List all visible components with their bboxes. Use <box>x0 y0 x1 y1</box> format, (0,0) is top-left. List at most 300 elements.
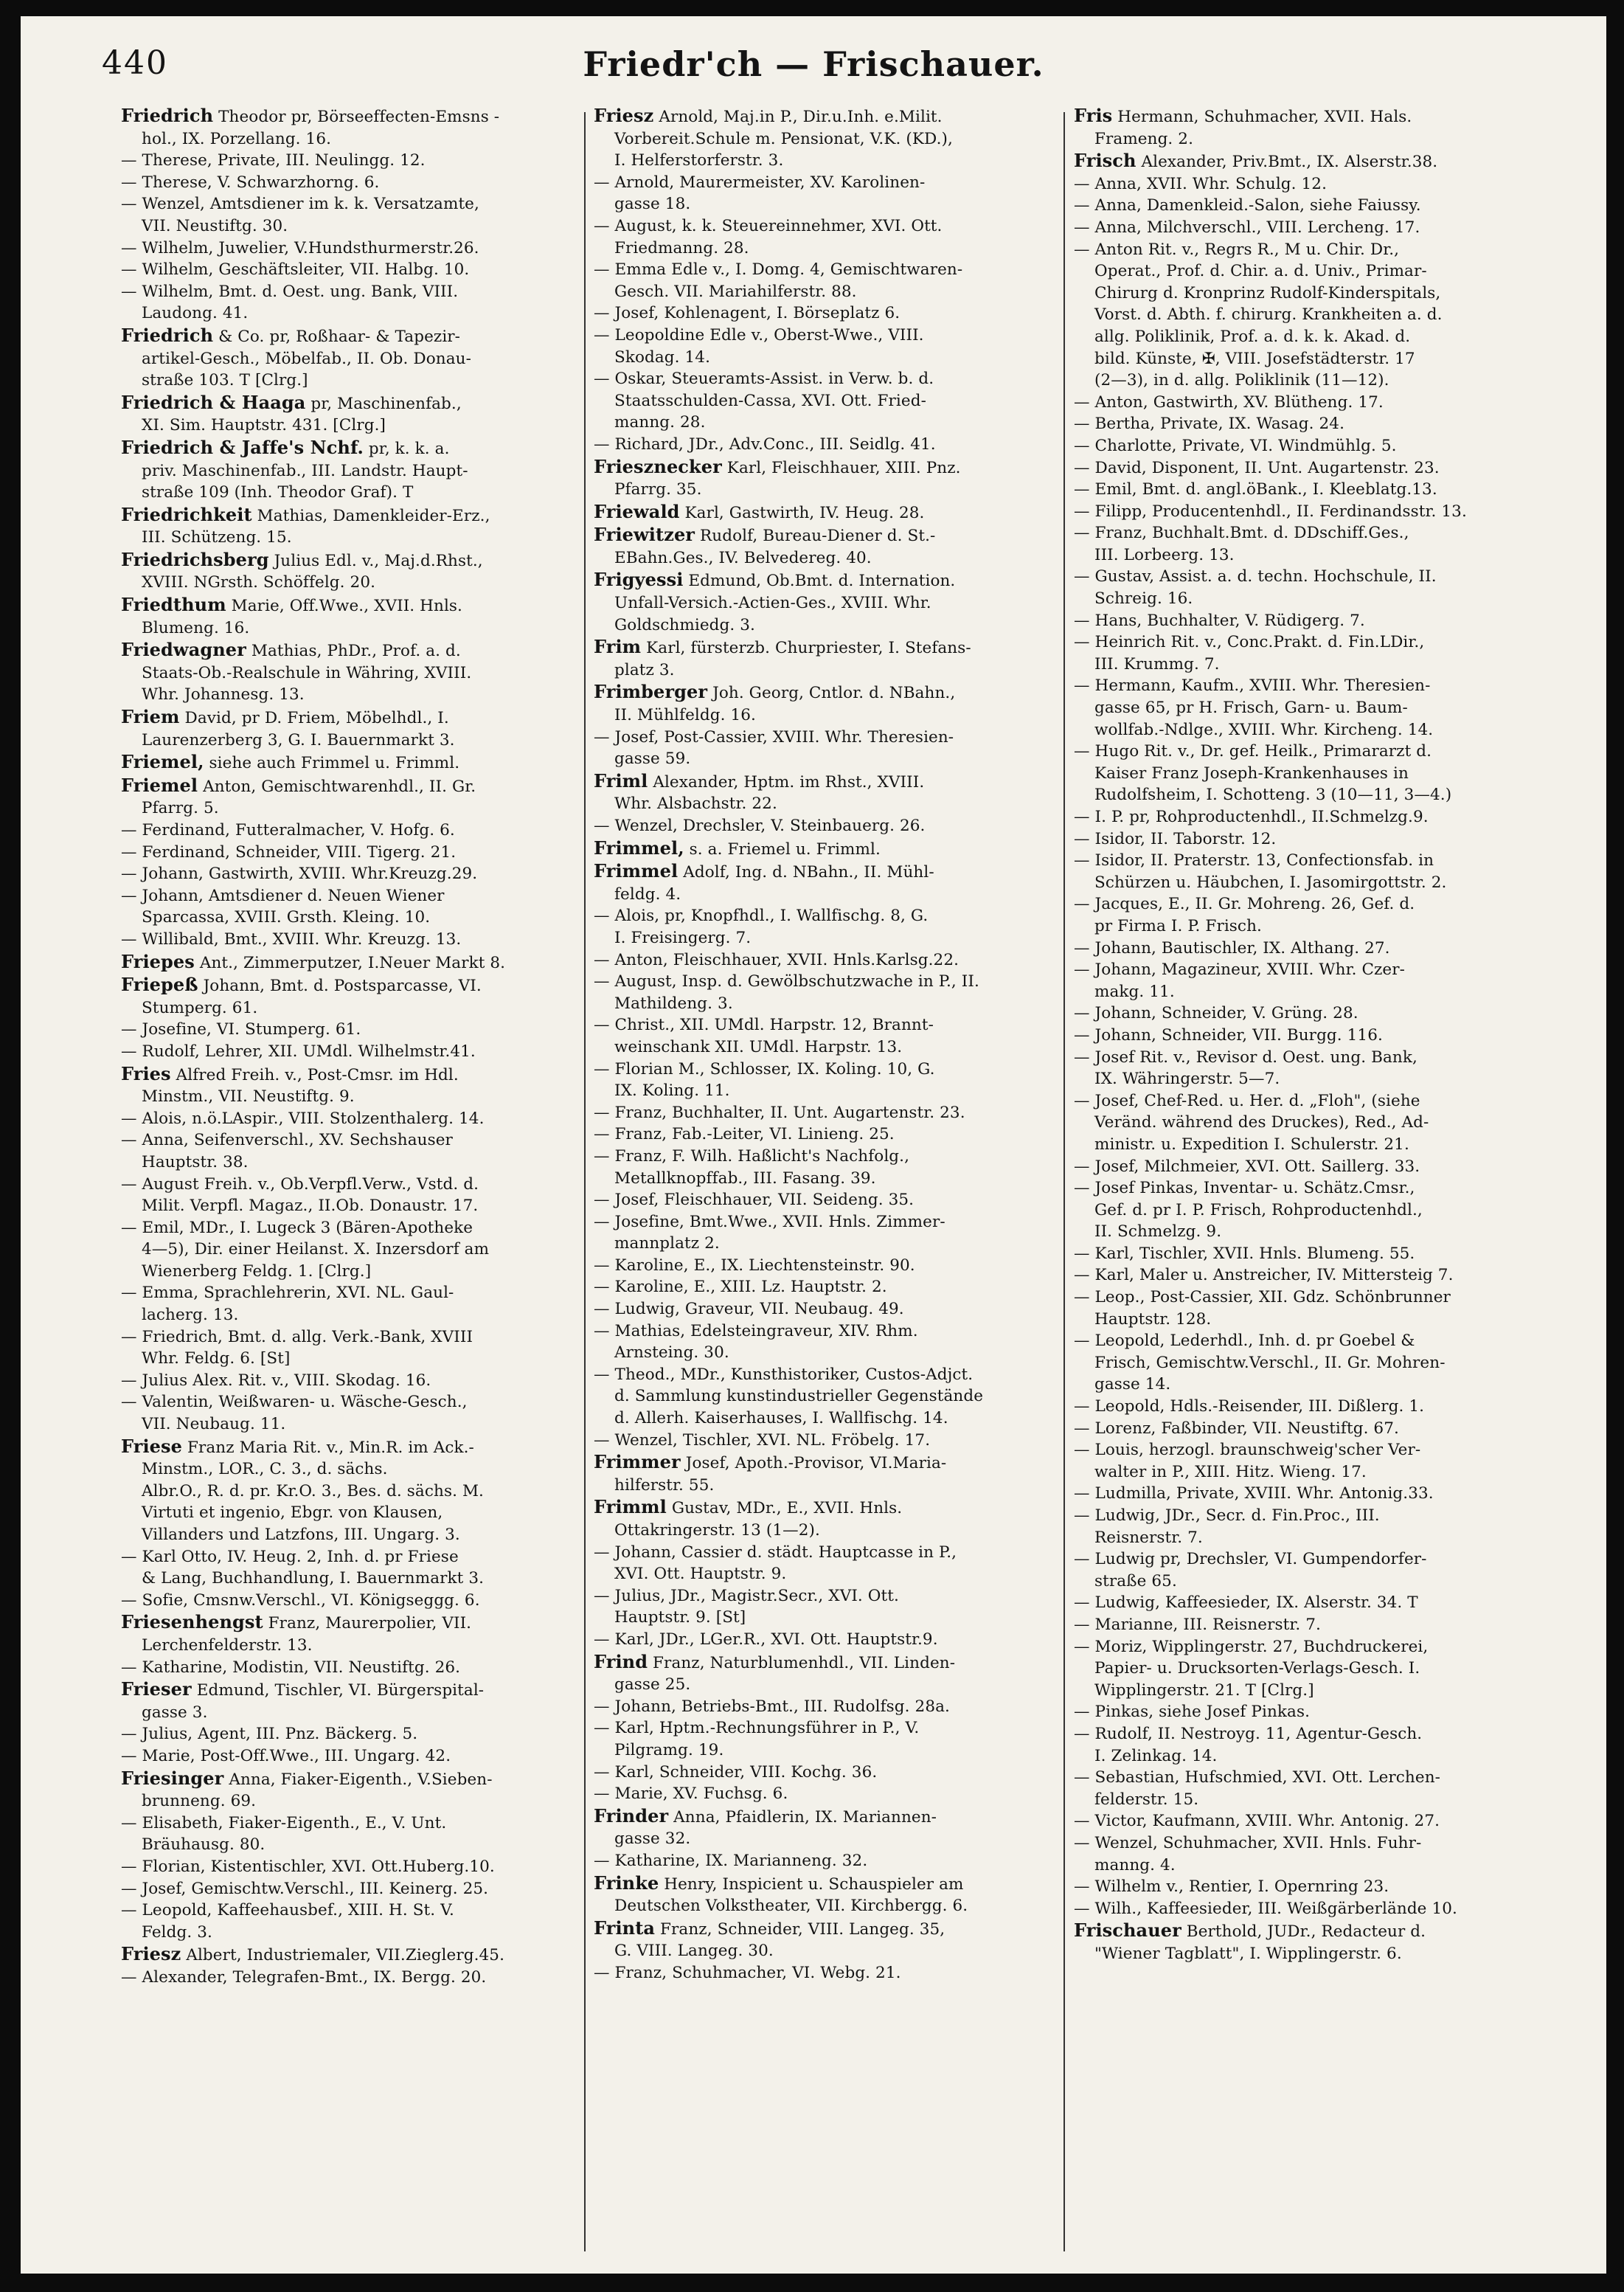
entry-text: Deutschen Volkstheater, VII. Kirchbergg. 6. <box>614 1897 968 1916</box>
entry-line <box>1074 1439 1538 1461</box>
entry-line <box>1074 566 1538 588</box>
entry-text: Franz, Maurerpolier, VII. <box>263 1614 472 1633</box>
entry-text: — Heinrich Rit. v., Conc.Prakt. d. Fin.LDir., <box>1074 633 1425 652</box>
entry-text: — Arnold, Maurermeister, XV. Karolinen- <box>594 173 926 192</box>
entry-line <box>594 1629 1055 1651</box>
entry-continuation-line <box>121 527 575 549</box>
entry-text: — Isidor, II. Praterstr. 13, Confectionsfab. in <box>1074 851 1434 870</box>
entry-text: — Rudolf, Lehrer, XII. UMdl. Wilhelmstr.41. <box>121 1042 476 1061</box>
entry-text: — Florian M., Schlosser, IX. Koling. 10, G. <box>594 1059 935 1079</box>
entry-line <box>1074 959 1538 981</box>
entry-continuation-line <box>121 1790 575 1813</box>
entry-text: — Leopoldine Edle v., Oberst-Wwe., VIII. <box>594 325 924 345</box>
entry-text: — Ferdinand, Futteralmacher, V. Hofg. 6. <box>121 821 455 839</box>
entry-text: — Johann, Amtsdiener d. Neuen Wiener <box>121 886 445 905</box>
entry-line <box>121 1019 575 1041</box>
entry-text: — Ludmilla, Private, XVIII. Whr. Antonig.33. <box>1074 1484 1434 1503</box>
entry-text: Laurenzerberg 3, G. I. Bauernmarkt 3. <box>142 730 455 749</box>
entry-line <box>1074 1177 1538 1199</box>
entry-text: Ottakringerstr. 13 (1—2). <box>614 1521 820 1540</box>
entry-text: — Ludwig pr, Drechsler, VI. Gumpendorfer- <box>1074 1550 1427 1569</box>
entry-text: — Emma, Sprachlehrerin, XVI. NL. Gaul- <box>121 1284 454 1303</box>
entry-text: — Anton, Gastwirth, XV. Blütheng. 17. <box>1074 392 1384 412</box>
surname-headword: Fris <box>1074 105 1113 126</box>
entry-text: Blumeng. 16. <box>142 618 250 637</box>
entry-continuation-line <box>1074 283 1538 305</box>
entry-line <box>594 1783 1055 1805</box>
entry-continuation-line <box>594 1233 1055 1255</box>
entry-continuation-line <box>594 1520 1055 1542</box>
entry-text: — Charlotte, Private, VI. Windmühlg. 5. <box>1074 436 1397 455</box>
entry-text: felderstr. 15. <box>1094 1790 1199 1809</box>
entry-text: — Josef, Chef-Red. u. Her. d. „Floh", (siehe <box>1074 1091 1420 1110</box>
entry-line <box>121 1370 575 1392</box>
entry-line <box>1074 1548 1538 1571</box>
entry-text: — Karoline, E., XIII. Lz. Hauptstr. 2. <box>594 1278 887 1297</box>
entry-text: — Wenzel, Amtsdiener im k. k. Versatzamte, <box>121 195 479 214</box>
entry-line <box>121 1657 575 1679</box>
entry-continuation-line <box>121 1481 575 1503</box>
entry-text: gasse 59. <box>614 749 691 769</box>
surname-headword: Frinke <box>594 1872 659 1894</box>
entry-text: Reisnerstr. 7. <box>1094 1528 1203 1547</box>
entry-text: Mathias, Damenkleider-Erz., <box>251 506 490 525</box>
entry-continuation-line <box>1074 1221 1538 1243</box>
entry-text: — Wenzel, Schuhmacher, XVII. Hnls. Fuhr- <box>1074 1833 1422 1852</box>
entry-line <box>1074 413 1538 435</box>
entry-continuation-line <box>121 1635 575 1657</box>
entry-line <box>121 1546 575 1568</box>
entry-heading-line <box>594 524 1055 547</box>
entry-continuation-line <box>594 390 1055 412</box>
entry-continuation-line <box>1074 370 1538 392</box>
entry-continuation-line <box>594 1739 1055 1762</box>
entry-text: platz 3. <box>614 660 675 679</box>
entry-line <box>594 949 1055 972</box>
entry-text: — Wilhelm, Juwelier, V.Hundsthurmerstr.26. <box>121 238 479 257</box>
entry-text: Vorbereit.Schule m. Pensionat, V.K. (KD.), <box>614 129 953 148</box>
entry-continuation-line <box>1074 304 1538 326</box>
entry-line <box>594 1962 1055 1984</box>
entry-line <box>121 1590 575 1612</box>
entry-text: — Leopold, Kaffeehausbef., XIII. H. St. V. <box>121 1901 454 1920</box>
surname-headword: Frinta <box>594 1917 656 1939</box>
entry-text: Franz, Schneider, VIII. Langeg. 35, <box>655 1919 945 1939</box>
entry-line <box>594 434 1055 456</box>
entry-line <box>121 929 575 951</box>
entry-text: Kaiser Franz Joseph-Krankenhauses in <box>1094 764 1409 783</box>
entry-text: Albr.O., R. d. pr. Kr.O. 3., Bes. d. sächs. M. <box>142 1481 484 1500</box>
surname-headword: Frimmel, <box>594 837 684 859</box>
entry-text: — Johann, Schneider, VII. Burgg. 116. <box>1074 1025 1383 1045</box>
entry-line <box>1074 1047 1538 1069</box>
entry-text: Vorst. d. Abth. f. chirurg. Krankheiten a. d. <box>1094 305 1443 325</box>
entry-text: — Johann, Magazineur, XVIII. Whr. Czer- <box>1074 960 1405 980</box>
surname-headword: Friml <box>594 769 648 792</box>
entry-continuation-line <box>121 460 575 482</box>
surname-headword: Frischauer <box>1074 1919 1181 1942</box>
entry-text: Frisch, Gemischtw.Verschl., II. Gr. Mohren- <box>1094 1353 1446 1372</box>
entry-continuation-line <box>1074 719 1538 741</box>
entry-text: II. Schmelzg. 9. <box>1094 1222 1222 1242</box>
entry-text: lacherg. 13. <box>142 1306 239 1325</box>
entry-line <box>121 1326 575 1348</box>
entry-text: d. Sammlung kunstindustrieller Gegenstände <box>614 1387 984 1406</box>
entry-text: Minstm., LOR., C. 3., d. sächs. <box>142 1460 388 1479</box>
entry-text: IX. Währingerstr. 5—7. <box>1094 1070 1280 1089</box>
entry-continuation-line <box>121 907 575 929</box>
entry-text: artikel-Gesch., Möbelfab., II. Ob. Donau- <box>142 349 471 368</box>
entry-line <box>594 1189 1055 1211</box>
entry-text: — Elisabeth, Fiaker-Eigenth., E., V. Unt. <box>121 1813 447 1832</box>
entry-line <box>594 368 1055 390</box>
entry-continuation-line <box>121 215 575 238</box>
surname-headword: Frimmer <box>594 1451 681 1473</box>
entry-line <box>1074 1810 1538 1832</box>
entry-line <box>121 1723 575 1745</box>
surname-headword: Friemel, <box>121 751 204 773</box>
entry-text: — Marie, Post-Off.Wwe., III. Ungarg. 42. <box>121 1746 451 1765</box>
entry-line <box>121 238 575 260</box>
entry-continuation-line <box>594 1674 1055 1696</box>
entry-text: Whr. Alsbachstr. 22. <box>614 794 777 814</box>
entry-heading-line <box>594 837 1055 861</box>
entry-text: Albert, Industriemaler, VII.Zieglerg.45. <box>181 1946 505 1965</box>
entry-continuation-line <box>594 592 1055 614</box>
entry-text: Henry, Inspicient u. Schauspieler am <box>659 1874 964 1894</box>
entry-text: — Wilhelm v., Rentier, I. Opernring 23. <box>1074 1877 1389 1897</box>
entry-text: — Wilh., Kaffeesieder, III. Weißgärberlände 10. <box>1074 1899 1457 1918</box>
entry-heading-line <box>121 974 575 997</box>
entry-text: ministr. u. Expedition I. Schulerstr. 21. <box>1094 1135 1409 1154</box>
entry-line <box>1074 893 1538 915</box>
entry-continuation-line <box>1074 1112 1538 1134</box>
entry-continuation-line <box>594 1385 1055 1408</box>
entry-continuation-line <box>594 150 1055 172</box>
entry-text: VII. Neubaug. 11. <box>142 1415 286 1434</box>
entry-text: allg. Poliklinik, Prof. a. d. k. k. Akad. d. <box>1094 327 1411 346</box>
entry-heading-line <box>121 1611 575 1635</box>
entry-continuation-line <box>594 884 1055 906</box>
entry-text: Hauptstr. 128. <box>1094 1309 1212 1329</box>
entry-text: bild. Künste, ✠, VIII. Josefstädterstr. 17 <box>1094 349 1415 368</box>
entry-heading-line <box>121 504 575 527</box>
entry-text: — Hermann, Kaufm., XVIII. Whr. Theresien- <box>1074 676 1431 696</box>
entry-line <box>1074 1287 1538 1309</box>
entry-text: — Alois, pr, Knopfhdl., I. Wallfischg. 8, G. <box>594 907 929 926</box>
entry-continuation-line <box>121 1261 575 1283</box>
surname-headword: Friesinger <box>121 1767 224 1789</box>
entry-text: — Karoline, E., IX. Liechtensteinstr. 90. <box>594 1256 915 1275</box>
surname-headword: Friewitzer <box>594 524 695 546</box>
entry-text: Gustav, MDr., E., XVII. Hnls. <box>666 1499 903 1518</box>
entry-text: — Josef Rit. v., Revisor d. Oest. ung. Bank, <box>1074 1048 1417 1067</box>
entry-continuation-line <box>1074 1527 1538 1549</box>
entry-text: — Josef, Fleischhauer, VII. Seideng. 35. <box>594 1191 915 1210</box>
entry-continuation-line <box>121 662 575 685</box>
entry-heading-line <box>121 549 575 572</box>
entry-text: — Johann, Bautischler, IX. Althang. 27. <box>1074 938 1390 958</box>
entry-continuation-line <box>594 1475 1055 1497</box>
entry-line <box>1074 1003 1538 1025</box>
entry-continuation-line <box>1074 784 1538 806</box>
entry-text: — Friedrich, Bmt. d. allg. Verk.-Bank, XVIII <box>121 1327 473 1346</box>
entry-line <box>121 150 575 172</box>
entry-continuation-line <box>1074 915 1538 938</box>
entry-line <box>1074 675 1538 697</box>
entry-text: — Emil, MDr., I. Lugeck 3 (Bären-Apotheke <box>121 1218 473 1237</box>
entry-line <box>1074 850 1538 872</box>
entry-text: — Christ., XII. UMdl. Harpstr. 12, Brannt- <box>594 1016 934 1035</box>
entry-text: Sparcassa, XVIII. Grsth. Kleing. 10. <box>142 908 431 927</box>
entry-text: — Marianne, III. Reisnerstr. 7. <box>1074 1615 1321 1634</box>
column-3 <box>1074 105 1538 2266</box>
entry-line <box>594 1124 1055 1146</box>
surname-headword: Friepeß <box>121 974 198 996</box>
entry-line <box>1074 1701 1538 1723</box>
entry-text: 4—5), Dir. einer Heilanst. X. Inzersdorf am <box>142 1240 490 1259</box>
entry-text: — Anna, XVII. Whr. Schulg. 12. <box>1074 174 1328 193</box>
entry-continuation-line <box>121 348 575 370</box>
entry-continuation-line <box>121 684 575 706</box>
entry-text: — Johann, Schneider, V. Grüng. 28. <box>1074 1004 1358 1023</box>
entry-text: d. Allerh. Kaiserhauses, I. Wallfischg. 14. <box>614 1409 948 1428</box>
surname-headword: Friedwagner <box>121 639 246 661</box>
entry-text: Pfarrg. 35. <box>614 480 702 499</box>
entry-continuation-line <box>594 748 1055 770</box>
entry-line <box>121 1745 575 1768</box>
entry-text: Schürzen u. Häubchen, I. Jasomirgottstr. 2. <box>1094 873 1447 892</box>
entry-line <box>594 1211 1055 1233</box>
entry-text: Virtuti et ingenio, Ebgr. von Klausen, <box>142 1503 443 1523</box>
entry-text: — Josef, Milchmeier, XVI. Ott. Saillerg. 33. <box>1074 1157 1420 1176</box>
entry-text: VII. Neustiftg. 30. <box>142 216 288 235</box>
entry-text: — Therese, V. Schwarzhorng. 6. <box>121 173 380 192</box>
entry-heading-line <box>121 325 575 348</box>
entry-line <box>594 1102 1055 1124</box>
entry-continuation-line <box>1074 588 1538 610</box>
entry-text: Pfarrg. 5. <box>142 799 219 818</box>
entry-continuation-line <box>121 617 575 640</box>
entry-text: manng. 28. <box>614 413 706 432</box>
entry-continuation-line <box>1074 1352 1538 1374</box>
surname-headword: Frinder <box>594 1804 669 1827</box>
entry-text: gasse 3. <box>142 1703 208 1722</box>
entry-text: III. Lorbeerg. 13. <box>1094 545 1235 564</box>
entry-heading-line <box>121 951 575 974</box>
entry-continuation-line <box>594 927 1055 949</box>
entry-line <box>594 727 1055 749</box>
entry-text: III. Krummg. 7. <box>1094 654 1220 674</box>
entry-text: Rudolf, Bureau-Diener d. St.- <box>695 527 936 546</box>
entry-continuation-line <box>1074 697 1538 719</box>
entry-text: gasse 32. <box>614 1829 691 1849</box>
entry-heading-line <box>594 569 1055 592</box>
entry-text: — Franz, Schuhmacher, VI. Webg. 21. <box>594 1963 901 1982</box>
entry-line <box>121 1217 575 1239</box>
entry-heading-line <box>594 681 1055 704</box>
entry-text: Wipplingerstr. 21. T [Clrg.] <box>1094 1680 1314 1700</box>
entry-text: — Filipp, Producentenhdl., II. Ferdinandsstr. 13. <box>1074 502 1467 521</box>
entry-heading-line <box>594 1805 1055 1829</box>
entry-text: — Josef, Post-Cassier, XVIII. Whr. Theresien- <box>594 727 954 747</box>
entry-text: Johann, Bmt. d. Postsparcasse, VI. <box>198 977 482 996</box>
entry-text: — Josef, Kohlenagent, I. Börseplatz 6. <box>594 304 901 323</box>
entry-continuation-line <box>121 128 575 150</box>
surname-headword: Friewald <box>594 500 680 522</box>
entry-text: — Anna, Milchverschl., VIII. Lercheng. 17. <box>1074 218 1420 237</box>
entry-text: Whr. Johannesg. 13. <box>142 685 305 704</box>
entry-text: Whr. Feldg. 6. [St] <box>142 1349 291 1368</box>
entry-line <box>1074 1330 1538 1352</box>
surname-headword: Friedthum <box>121 594 226 616</box>
entry-line <box>594 1276 1055 1298</box>
entry-text: — Josef Pinkas, Inventar- u. Schätz.Cmsr., <box>1074 1179 1415 1198</box>
entry-heading-line <box>121 105 575 128</box>
entry-continuation-line <box>1074 326 1538 348</box>
entry-text: Alexander, Hptm. im Rhst., XVIII. <box>648 772 925 792</box>
entry-line <box>1074 435 1538 457</box>
entry-text: pr, Maschinenfab., <box>305 394 462 413</box>
entry-line <box>594 1696 1055 1718</box>
entry-continuation-line <box>594 412 1055 434</box>
entry-continuation-line <box>121 1702 575 1724</box>
entry-text: — Emil, Bmt. d. angl.öBank., I. Kleeblatg.13. <box>1074 480 1437 499</box>
entry-text: David, pr D. Friem, Möbelhdl., I. <box>179 709 449 728</box>
entry-text: — Wenzel, Tischler, XVI. NL. Fröbelg. 17. <box>594 1430 931 1450</box>
entry-text: Metallknopffab., III. Fasang. 39. <box>614 1168 876 1188</box>
entry-text: feldg. 4. <box>614 884 681 904</box>
entry-text: Papier- u. Drucksorten-Verlags-Gesch. I. <box>1094 1659 1420 1678</box>
entry-heading-line <box>594 860 1055 884</box>
entry-continuation-line <box>121 1304 575 1326</box>
entry-continuation-line <box>121 1524 575 1546</box>
entry-line <box>1074 828 1538 851</box>
entry-continuation-line <box>121 1834 575 1856</box>
entry-heading-line <box>594 770 1055 794</box>
entry-text: XVI. Ott. Hauptstr. 9. <box>614 1565 787 1584</box>
entry-text: Staatsschulden-Cassa, XVI. Ott. Fried- <box>614 391 926 410</box>
entry-text: Veränd. während des Druckes), Red., Ad- <box>1094 1113 1429 1132</box>
entry-text: manng. 4. <box>1094 1855 1176 1874</box>
entry-text: — Emma Edle v., I. Domg. 4, Gemischtwaren- <box>594 260 963 280</box>
entry-continuation-line <box>1074 1134 1538 1156</box>
entry-text: — Wilhelm, Bmt. d. Oest. ung. Bank, VIII. <box>121 282 459 301</box>
entry-continuation-line <box>594 547 1055 569</box>
surname-headword: Friedrich <box>121 105 214 126</box>
entry-line <box>1074 631 1538 654</box>
entry-heading-line <box>121 1768 575 1791</box>
entry-continuation-line <box>594 238 1055 260</box>
surname-headword: Friepes <box>121 950 195 972</box>
entry-text: I. Helferstorferstr. 3. <box>614 151 784 170</box>
surname-headword: Frimml <box>594 1496 667 1518</box>
column-2 <box>594 105 1055 2266</box>
entry-text: Mathias, PhDr., Prof. a. d. <box>246 642 461 661</box>
entry-text: Edmund, Tischler, VI. Bürgerspital- <box>191 1681 485 1700</box>
entry-line <box>1074 1505 1538 1527</box>
entry-continuation-line <box>594 1563 1055 1585</box>
entry-line <box>1074 1592 1538 1614</box>
entry-text: makg. 11. <box>1094 982 1175 1001</box>
entry-text: — Mathias, Edelsteingraveur, XIV. Rhm. <box>594 1321 918 1340</box>
entry-continuation-line <box>1074 1461 1538 1483</box>
entry-text: pr, k. k. a. <box>364 439 450 458</box>
entry-continuation-line <box>1074 1374 1538 1396</box>
entry-text: — Julius Alex. Rit. v., VIII. Skodag. 16. <box>121 1371 431 1390</box>
entry-continuation-line <box>594 1342 1055 1364</box>
entry-line <box>594 1364 1055 1386</box>
entry-continuation-line <box>594 1168 1055 1190</box>
entry-text: Anna, Fiaker-Eigenth., V.Sieben- <box>223 1770 493 1789</box>
entry-continuation-line <box>121 1413 575 1436</box>
entry-line <box>1074 522 1538 544</box>
entry-text: — Wenzel, Drechsler, V. Steinbauerg. 26. <box>594 817 926 835</box>
entry-heading-line <box>594 456 1055 479</box>
entry-text: I. Freisingerg. 7. <box>614 928 752 947</box>
entry-text: Berthold, JUDr., Redacteur d. <box>1181 1922 1426 1942</box>
entry-line <box>1074 1767 1538 1789</box>
entry-text: — Marie, XV. Fuchsg. 6. <box>594 1784 788 1804</box>
entry-text: — Oskar, Steueramts-Assist. in Verw. b. d. <box>594 370 934 389</box>
entry-text: — Rudolf, II. Nestroyg. 11, Agentur-Gesch. <box>1074 1724 1423 1743</box>
entry-text: Pilgramg. 19. <box>614 1740 724 1759</box>
entry-continuation-line <box>594 128 1055 150</box>
entry-text: gasse 14. <box>1094 1375 1171 1394</box>
entry-text: — Hugo Rit. v., Dr. gef. Heilk., Primararzt d. <box>1074 742 1432 761</box>
entry-line <box>1074 457 1538 479</box>
entry-text: Hermann, Schuhmacher, XVII. Hals. <box>1112 108 1412 126</box>
entry-text: Josef, Apoth.-Provisor, VI.Maria- <box>680 1454 947 1473</box>
surname-headword: Friesz <box>594 105 654 126</box>
entry-text: — Valentin, Weißwaren- u. Wäsche-Gesch., <box>121 1393 468 1412</box>
entry-text: — Katharine, Modistin, VII. Neustiftg. 26. <box>121 1658 461 1677</box>
entry-line <box>1074 806 1538 828</box>
entry-text: Karl, Fleischhauer, XIII. Pnz. <box>721 458 961 477</box>
entry-text: Ant., Zimmerputzer, I.Neuer Markt 8. <box>194 953 506 972</box>
entry-heading-line <box>594 1451 1055 1475</box>
page-header <box>21 44 1606 96</box>
entry-text: — Karl, Tischler, XVII. Hnls. Blumeng. 55. <box>1074 1244 1415 1263</box>
surname-headword: Friemel <box>121 774 198 796</box>
entry-continuation-line <box>121 1502 575 1524</box>
entry-continuation-line <box>1074 1943 1538 1965</box>
entry-heading-line <box>1074 150 1538 173</box>
entry-text: Lerchenfelderstr. 13. <box>142 1635 313 1655</box>
entry-text: — Leopold, Lederhdl., Inh. d. pr Goebel & <box>1074 1332 1415 1351</box>
entry-line <box>594 215 1055 238</box>
entry-line <box>594 1585 1055 1607</box>
entry-continuation-line <box>1074 1571 1538 1593</box>
entry-text: siehe auch Frimmel u. Frimml. <box>204 754 460 773</box>
entry-line <box>121 1813 575 1835</box>
entry-text: — Anna, Seifenverschl., XV. Sechshauser <box>121 1131 453 1150</box>
entry-text: — Theod., MDr., Kunsthistoriker, Custos-Adjct. <box>594 1365 974 1384</box>
entry-line <box>1074 741 1538 763</box>
entry-line <box>1074 1418 1538 1440</box>
entry-text: & Lang, Buchhandlung, I. Bauernmarkt 3. <box>142 1569 485 1588</box>
entry-text: Goldschmiedg. 3. <box>614 615 755 634</box>
entry-line <box>121 1967 575 1989</box>
entry-heading-line <box>1074 1919 1538 1943</box>
entry-line <box>1074 1636 1538 1658</box>
entry-line <box>1074 1264 1538 1287</box>
entry-line <box>1074 1090 1538 1112</box>
entry-line <box>121 1878 575 1900</box>
entry-line <box>121 1108 575 1130</box>
entry-heading-line <box>1074 105 1538 128</box>
entry-continuation-line <box>121 482 575 504</box>
